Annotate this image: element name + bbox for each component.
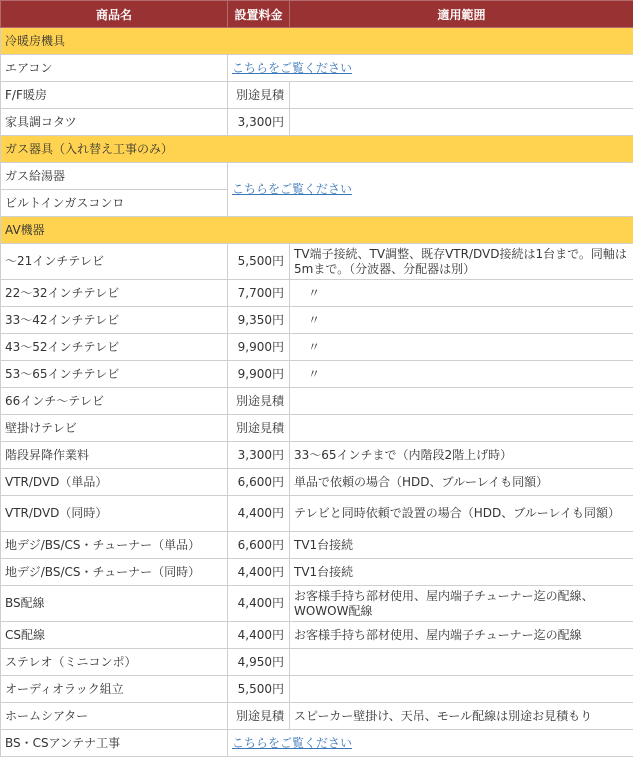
table-row (1, 649, 633, 676)
header-scope: 適用範囲 (290, 1, 633, 28)
product-name: F/F暖房 (1, 82, 228, 109)
scope (290, 82, 633, 109)
product-name: ホームシアター (1, 703, 228, 730)
product-name: CS配線 (1, 622, 228, 649)
table-row (1, 730, 633, 757)
price: 4,950円 (228, 649, 290, 676)
price: 別途見積 (228, 415, 290, 442)
link-cell (228, 730, 633, 757)
price: 9,350円 (228, 307, 290, 334)
product-name: 33～42インチテレビ (1, 307, 228, 334)
table-row (1, 586, 633, 622)
details-link-antenna[interactable]: こちらをご覧ください (232, 735, 353, 750)
scope: 単品で依頼の場合（HDD、ブルーレイも同額） (290, 469, 633, 496)
table-row (1, 559, 633, 586)
table-row (1, 676, 633, 703)
table-header-row (1, 1, 633, 28)
table-row (1, 532, 633, 559)
scope-ditto: 〃 (290, 280, 633, 307)
scope (290, 109, 633, 136)
product-name: エアコン (1, 55, 228, 82)
price: 6,600円 (228, 532, 290, 559)
product-name: ～21インチテレビ (1, 244, 228, 280)
price: 別途見積 (228, 82, 290, 109)
table-row (1, 334, 633, 361)
table-row (1, 55, 633, 82)
scope (290, 649, 633, 676)
scope-ditto: 〃 (290, 307, 633, 334)
product-name: 22～32インチテレビ (1, 280, 228, 307)
price: 7,700円 (228, 280, 290, 307)
category-av: AV機器 (1, 217, 633, 244)
product-name: オーディオラック組立 (1, 676, 228, 703)
table-row (1, 244, 633, 280)
details-link-gas[interactable]: こちらをご覧ください (232, 182, 353, 196)
scope: お客様手持ち部材使用、屋内端子チューナー迄の配線、WOWOW配線 (290, 586, 633, 622)
product-name: ガス給湯器 (1, 163, 228, 190)
table-row (1, 82, 633, 109)
table-row (1, 388, 633, 415)
scope (290, 415, 633, 442)
scope: テレビと同時依頼で設置の場合（HDD、ブルーレイも同額） (290, 496, 633, 532)
price: 3,300円 (228, 109, 290, 136)
price: 5,500円 (228, 244, 290, 280)
table-row (1, 442, 633, 469)
table-row (1, 307, 633, 334)
scope: スピーカー壁掛け、天吊、モール配線は別途お見積もり (290, 703, 633, 730)
header-installation-fee: 設置料金 (228, 1, 290, 28)
product-name: BS・CSアンテナ工事 (1, 730, 228, 757)
product-name: VTR/DVD（単品） (1, 469, 228, 496)
price: 別途見積 (228, 388, 290, 415)
price: 5,500円 (228, 676, 290, 703)
scope: 33～65インチまで（内階段2階上げ時） (290, 442, 633, 469)
product-name: 家具調コタツ (1, 109, 228, 136)
category-row (1, 28, 633, 55)
table-row (1, 163, 633, 190)
category-row (1, 136, 633, 163)
scope: TV端子接続、TV調整、既存VTR/DVD接続は1台まで。同軸は5mまで。（分波器、分配器は別） (290, 244, 633, 280)
product-name: 53～65インチテレビ (1, 361, 228, 388)
table-row (1, 622, 633, 649)
table-row (1, 280, 633, 307)
price: 9,900円 (228, 334, 290, 361)
product-name: VTR/DVD（同時） (1, 496, 228, 532)
scope: TV1台接続 (290, 559, 633, 586)
scope-ditto: 〃 (290, 334, 633, 361)
details-link-aircon[interactable]: こちらをご覧ください (232, 60, 353, 75)
product-name: 66インチ～テレビ (1, 388, 228, 415)
product-name: 地デジ/BS/CS・チューナー（単品） (1, 532, 228, 559)
product-name: 階段昇降作業料 (1, 442, 228, 469)
product-name: 43～52インチテレビ (1, 334, 228, 361)
table-row (1, 469, 633, 496)
scope: お客様手持ち部材使用、屋内端子チューナー迄の配線 (290, 622, 633, 649)
price: 4,400円 (228, 496, 290, 532)
header-product-name: 商品名 (1, 1, 228, 28)
product-name: 地デジ/BS/CS・チューナー（同時） (1, 559, 228, 586)
price: 別途見積 (228, 703, 290, 730)
table-row (1, 109, 633, 136)
price: 4,400円 (228, 622, 290, 649)
scope (290, 676, 633, 703)
product-name: 壁掛けテレビ (1, 415, 228, 442)
table-row (1, 361, 633, 388)
product-name: BS配線 (1, 586, 228, 622)
scope (290, 388, 633, 415)
scope-ditto: 〃 (290, 361, 633, 388)
table-row (1, 703, 633, 730)
category-gas: ガス器具（入れ替え工事のみ） (1, 136, 633, 163)
link-cell (228, 163, 633, 217)
category-aircon: 冷暖房機具 (1, 28, 633, 55)
price: 9,900円 (228, 361, 290, 388)
scope: TV1台接続 (290, 532, 633, 559)
price: 4,400円 (228, 586, 290, 622)
product-name: ステレオ（ミニコンポ） (1, 649, 228, 676)
price: 3,300円 (228, 442, 290, 469)
table-row (1, 415, 633, 442)
product-name: ビルトインガスコンロ (1, 190, 228, 217)
price: 4,400円 (228, 559, 290, 586)
category-row (1, 217, 633, 244)
table-row (1, 496, 633, 532)
price: 6,600円 (228, 469, 290, 496)
link-cell (228, 55, 633, 82)
